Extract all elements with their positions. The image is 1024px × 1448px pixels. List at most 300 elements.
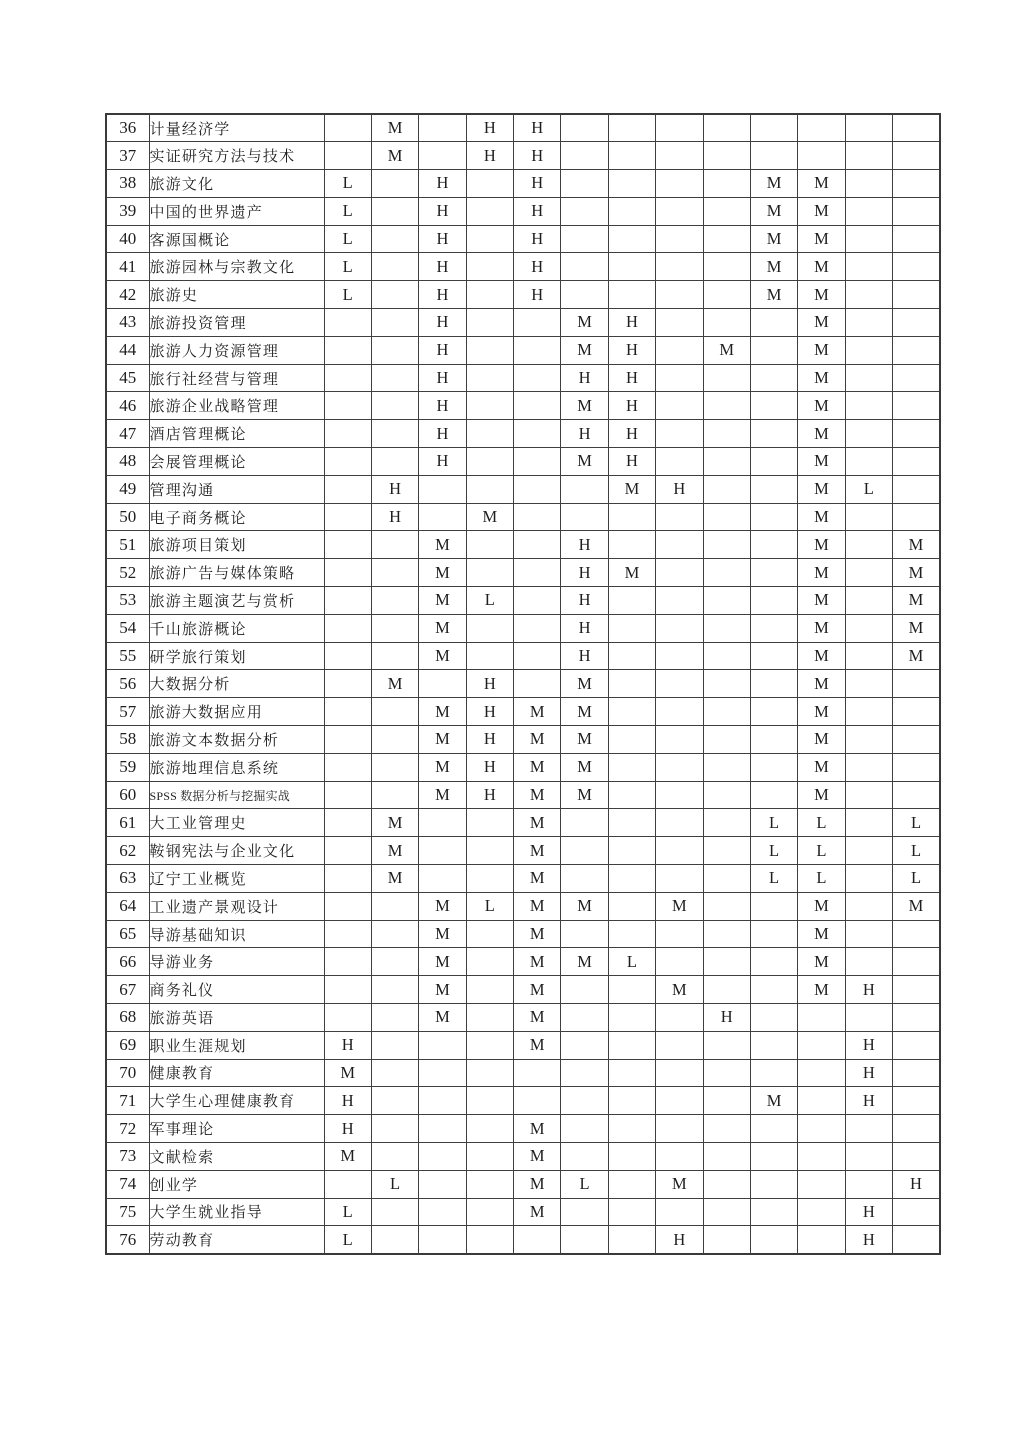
mark-cell: M (514, 865, 561, 893)
row-number-cell: 58 (106, 726, 149, 754)
mark-cell (845, 698, 892, 726)
mark-cell (703, 448, 750, 476)
mark-cell (514, 1059, 561, 1087)
mark-cell (514, 392, 561, 420)
mark-cell (893, 503, 941, 531)
mark-cell: H (371, 503, 418, 531)
mark-cell (466, 1142, 513, 1170)
mark-cell (845, 865, 892, 893)
mark-cell (324, 475, 371, 503)
mark-cell (703, 253, 750, 281)
mark-cell: H (419, 253, 466, 281)
mark-cell: L (324, 225, 371, 253)
mark-cell (845, 364, 892, 392)
course-name-cell: 研学旅行策划 (149, 642, 324, 670)
table-row (106, 1142, 940, 1170)
mark-cell (561, 1198, 608, 1226)
course-name-cell: 旅游项目策划 (149, 531, 324, 559)
row-number-cell: 44 (106, 336, 149, 364)
mark-cell (703, 1031, 750, 1059)
table-row (106, 309, 940, 337)
mark-cell (893, 753, 941, 781)
row-number-cell: 67 (106, 976, 149, 1004)
course-name-cell: 旅游人力资源管理 (149, 336, 324, 364)
mark-cell (750, 753, 797, 781)
mark-cell: L (608, 948, 655, 976)
mark-cell (371, 920, 418, 948)
mark-cell (893, 726, 941, 754)
mark-cell (656, 920, 703, 948)
table-row (106, 170, 940, 198)
mark-cell (608, 503, 655, 531)
mark-cell (845, 837, 892, 865)
mark-cell (703, 197, 750, 225)
mark-cell (750, 1059, 797, 1087)
mark-cell (798, 1004, 845, 1032)
mark-cell: M (750, 281, 797, 309)
mark-cell (750, 1031, 797, 1059)
mark-cell: M (419, 642, 466, 670)
mark-cell (893, 364, 941, 392)
mark-cell (750, 892, 797, 920)
course-name-cell: 会展管理概论 (149, 448, 324, 476)
mark-cell: M (798, 448, 845, 476)
row-number-cell: 61 (106, 809, 149, 837)
mark-cell (893, 281, 941, 309)
mark-cell: M (561, 948, 608, 976)
mark-cell (324, 309, 371, 337)
mark-cell (703, 587, 750, 615)
mark-cell: M (514, 1004, 561, 1032)
mark-cell (561, 1004, 608, 1032)
mark-cell: L (324, 197, 371, 225)
mark-cell: H (514, 225, 561, 253)
mark-cell: M (324, 1059, 371, 1087)
mark-cell (561, 976, 608, 1004)
mark-cell (656, 698, 703, 726)
mark-cell: H (845, 1087, 892, 1115)
mark-cell (371, 197, 418, 225)
mark-cell: M (798, 197, 845, 225)
mark-cell (845, 892, 892, 920)
mark-cell: M (798, 531, 845, 559)
mark-cell (514, 531, 561, 559)
mark-cell (703, 531, 750, 559)
row-number-cell: 40 (106, 225, 149, 253)
mark-cell (466, 809, 513, 837)
course-name-cell: 管理沟通 (149, 475, 324, 503)
mark-cell: H (466, 670, 513, 698)
mark-cell (656, 531, 703, 559)
mark-cell (750, 698, 797, 726)
row-number-cell: 73 (106, 1142, 149, 1170)
mark-cell (514, 559, 561, 587)
mark-cell (514, 336, 561, 364)
row-number-cell: 69 (106, 1031, 149, 1059)
mark-cell (703, 170, 750, 198)
mark-cell (514, 503, 561, 531)
mark-cell (845, 197, 892, 225)
mark-cell (324, 976, 371, 1004)
mark-cell (608, 1226, 655, 1254)
mark-cell: H (324, 1031, 371, 1059)
mark-cell: M (514, 976, 561, 1004)
row-number-cell: 63 (106, 865, 149, 893)
table-row (106, 503, 940, 531)
course-name-cell: 实证研究方法与技术 (149, 142, 324, 170)
mark-cell (893, 1059, 941, 1087)
mark-cell (324, 614, 371, 642)
mark-cell (845, 1142, 892, 1170)
mark-cell (656, 1004, 703, 1032)
mark-cell: M (893, 642, 941, 670)
mark-cell: H (419, 309, 466, 337)
course-name-cell: 旅游史 (149, 281, 324, 309)
row-number-cell: 57 (106, 698, 149, 726)
mark-cell: H (371, 475, 418, 503)
mark-cell: L (466, 892, 513, 920)
mark-cell: H (419, 448, 466, 476)
table-row (106, 781, 940, 809)
mark-cell (656, 114, 703, 142)
mark-cell (750, 976, 797, 1004)
mark-cell (324, 670, 371, 698)
mark-cell (561, 1226, 608, 1254)
mark-cell (608, 253, 655, 281)
mark-cell: M (798, 336, 845, 364)
mark-cell (656, 781, 703, 809)
mark-cell (371, 587, 418, 615)
mark-cell (608, 1059, 655, 1087)
course-name-cell: 大数据分析 (149, 670, 324, 698)
mark-cell: L (324, 1226, 371, 1254)
mark-cell: M (656, 976, 703, 1004)
mark-cell (750, 781, 797, 809)
mark-cell: M (750, 1087, 797, 1115)
mark-cell: L (561, 1170, 608, 1198)
mark-cell: H (324, 1115, 371, 1143)
mark-cell: M (798, 892, 845, 920)
mark-cell: H (514, 142, 561, 170)
mark-cell (845, 1115, 892, 1143)
mark-cell (703, 225, 750, 253)
mark-cell (703, 1115, 750, 1143)
course-name-cell: 旅游投资管理 (149, 309, 324, 337)
mark-cell (324, 587, 371, 615)
mark-cell (324, 142, 371, 170)
mark-cell (371, 1059, 418, 1087)
mark-cell (750, 726, 797, 754)
mark-cell (371, 309, 418, 337)
row-number-cell: 62 (106, 837, 149, 865)
mark-cell (608, 726, 655, 754)
mark-cell (466, 197, 513, 225)
mark-cell (371, 1087, 418, 1115)
mark-cell: L (893, 865, 941, 893)
mark-cell: M (561, 726, 608, 754)
mark-cell: M (514, 892, 561, 920)
table-row (106, 336, 940, 364)
mark-cell: M (561, 892, 608, 920)
mark-cell (371, 892, 418, 920)
table-row (106, 114, 940, 142)
mark-cell: H (419, 170, 466, 198)
mark-cell: M (798, 698, 845, 726)
mark-cell: H (419, 364, 466, 392)
row-number-cell: 51 (106, 531, 149, 559)
mark-cell (845, 1170, 892, 1198)
mark-cell (608, 281, 655, 309)
mark-cell (703, 920, 750, 948)
mark-cell (371, 1198, 418, 1226)
mark-cell (656, 726, 703, 754)
mark-cell (656, 336, 703, 364)
mark-cell: L (324, 253, 371, 281)
course-name-cell: 酒店管理概论 (149, 420, 324, 448)
mark-cell: H (845, 1198, 892, 1226)
mark-cell: H (514, 281, 561, 309)
mark-cell (703, 1198, 750, 1226)
mark-cell: H (419, 420, 466, 448)
mark-cell (419, 1198, 466, 1226)
mark-cell (419, 1031, 466, 1059)
mark-cell (845, 948, 892, 976)
mark-cell: M (514, 698, 561, 726)
mark-cell (750, 142, 797, 170)
table-row (106, 197, 940, 225)
mark-cell: H (561, 531, 608, 559)
course-name-cell: 创业学 (149, 1170, 324, 1198)
mark-cell: M (608, 559, 655, 587)
row-number-cell: 60 (106, 781, 149, 809)
mark-cell (703, 281, 750, 309)
table-row (106, 726, 940, 754)
mark-cell (371, 781, 418, 809)
mark-cell (466, 170, 513, 198)
row-number-cell: 52 (106, 559, 149, 587)
mark-cell: M (798, 281, 845, 309)
mark-cell (466, 531, 513, 559)
mark-cell (371, 698, 418, 726)
table-row (106, 1170, 940, 1198)
mark-cell (324, 809, 371, 837)
table-row (106, 948, 940, 976)
mark-cell (419, 1087, 466, 1115)
table-row (106, 364, 940, 392)
mark-cell: M (419, 726, 466, 754)
mark-cell: M (798, 670, 845, 698)
mark-cell (656, 1142, 703, 1170)
mark-cell (466, 475, 513, 503)
mark-cell (845, 281, 892, 309)
mark-cell: M (561, 670, 608, 698)
mark-cell: M (514, 809, 561, 837)
mark-cell (466, 309, 513, 337)
course-name-cell: 旅游大数据应用 (149, 698, 324, 726)
mark-cell (703, 809, 750, 837)
mark-cell (703, 392, 750, 420)
mark-cell (703, 420, 750, 448)
mark-cell (514, 642, 561, 670)
mark-cell: H (466, 753, 513, 781)
mark-cell (608, 753, 655, 781)
mark-cell (798, 1170, 845, 1198)
course-name-cell: SPSS 数据分析与挖掘实战 (149, 781, 324, 809)
mark-cell (750, 1198, 797, 1226)
course-name-cell: 大学生心理健康教育 (149, 1087, 324, 1115)
row-number-cell: 55 (106, 642, 149, 670)
mark-cell (608, 809, 655, 837)
row-number-cell: 68 (106, 1004, 149, 1032)
table-row (106, 281, 940, 309)
mark-cell (608, 114, 655, 142)
mark-cell (703, 726, 750, 754)
mark-cell (324, 420, 371, 448)
mark-cell (656, 503, 703, 531)
mark-cell (608, 1198, 655, 1226)
mark-cell (324, 336, 371, 364)
mark-cell (466, 559, 513, 587)
mark-cell (656, 170, 703, 198)
course-name-cell: 旅游企业战略管理 (149, 392, 324, 420)
mark-cell: L (893, 837, 941, 865)
mark-cell: M (798, 392, 845, 420)
mark-cell (561, 475, 608, 503)
course-name-cell: 鞍钢宪法与企业文化 (149, 837, 324, 865)
mark-cell (466, 364, 513, 392)
mark-cell (656, 281, 703, 309)
table-row (106, 392, 940, 420)
mark-cell (608, 1170, 655, 1198)
mark-cell (561, 114, 608, 142)
mark-cell (750, 1226, 797, 1254)
mark-cell: M (798, 587, 845, 615)
course-name-cell: 大工业管理史 (149, 809, 324, 837)
mark-cell: M (514, 948, 561, 976)
mark-cell (466, 1004, 513, 1032)
course-name-cell: 军事理论 (149, 1115, 324, 1143)
mark-cell (798, 1031, 845, 1059)
mark-cell (466, 1115, 513, 1143)
mark-cell: H (466, 114, 513, 142)
row-number-cell: 53 (106, 587, 149, 615)
mark-cell (514, 587, 561, 615)
mark-cell: H (514, 253, 561, 281)
mark-cell (845, 781, 892, 809)
mark-cell (656, 197, 703, 225)
row-number-cell: 65 (106, 920, 149, 948)
mark-cell (656, 642, 703, 670)
mark-cell: M (419, 1004, 466, 1032)
mark-cell (798, 142, 845, 170)
mark-cell: M (798, 753, 845, 781)
table-row (106, 253, 940, 281)
mark-cell: M (798, 976, 845, 1004)
mark-cell (371, 642, 418, 670)
mark-cell (371, 1004, 418, 1032)
mark-cell (371, 170, 418, 198)
mark-cell (845, 503, 892, 531)
course-name-cell: 旅游地理信息系统 (149, 753, 324, 781)
mark-cell (893, 197, 941, 225)
mark-cell (371, 364, 418, 392)
mark-cell (656, 253, 703, 281)
mark-cell: H (561, 587, 608, 615)
mark-cell: M (514, 726, 561, 754)
mark-cell (893, 253, 941, 281)
mark-cell (514, 1087, 561, 1115)
row-number-cell: 43 (106, 309, 149, 337)
mark-cell (561, 170, 608, 198)
table-row (106, 448, 940, 476)
mark-cell: H (466, 142, 513, 170)
mark-cell: H (561, 614, 608, 642)
mark-cell (703, 1059, 750, 1087)
mark-cell (798, 1087, 845, 1115)
mark-cell (371, 614, 418, 642)
row-number-cell: 54 (106, 614, 149, 642)
mark-cell: H (419, 392, 466, 420)
mark-cell (324, 448, 371, 476)
mark-cell: M (324, 1142, 371, 1170)
mark-cell (893, 170, 941, 198)
mark-cell (893, 781, 941, 809)
mark-cell: L (798, 865, 845, 893)
mark-cell (561, 1142, 608, 1170)
mark-cell (514, 364, 561, 392)
mark-cell (419, 837, 466, 865)
table-row (106, 976, 940, 1004)
mark-cell (371, 726, 418, 754)
mark-cell (324, 364, 371, 392)
mark-cell (798, 1115, 845, 1143)
mark-cell (845, 170, 892, 198)
table-row (106, 670, 940, 698)
mark-cell (419, 142, 466, 170)
mark-cell (750, 920, 797, 948)
table-row (106, 475, 940, 503)
mark-cell: M (419, 753, 466, 781)
mark-cell (419, 475, 466, 503)
mark-cell (561, 503, 608, 531)
mark-cell (466, 225, 513, 253)
mark-cell (514, 1226, 561, 1254)
mark-cell (656, 670, 703, 698)
mark-cell (893, 225, 941, 253)
mark-cell (893, 309, 941, 337)
mark-cell (371, 281, 418, 309)
mark-cell: M (419, 948, 466, 976)
mark-cell (514, 475, 561, 503)
table-row (106, 1198, 940, 1226)
mark-cell (893, 670, 941, 698)
course-name-cell: 健康教育 (149, 1059, 324, 1087)
row-number-cell: 37 (106, 142, 149, 170)
mark-cell (608, 225, 655, 253)
mark-cell (466, 1031, 513, 1059)
mark-cell (466, 614, 513, 642)
row-number-cell: 38 (106, 170, 149, 198)
mark-cell (608, 142, 655, 170)
mark-cell (845, 1004, 892, 1032)
mark-cell (703, 614, 750, 642)
course-name-cell: 职业生涯规划 (149, 1031, 324, 1059)
mark-cell: M (514, 781, 561, 809)
mark-cell: M (798, 253, 845, 281)
mark-cell (845, 225, 892, 253)
table-body (106, 114, 940, 1254)
mark-cell (608, 1087, 655, 1115)
